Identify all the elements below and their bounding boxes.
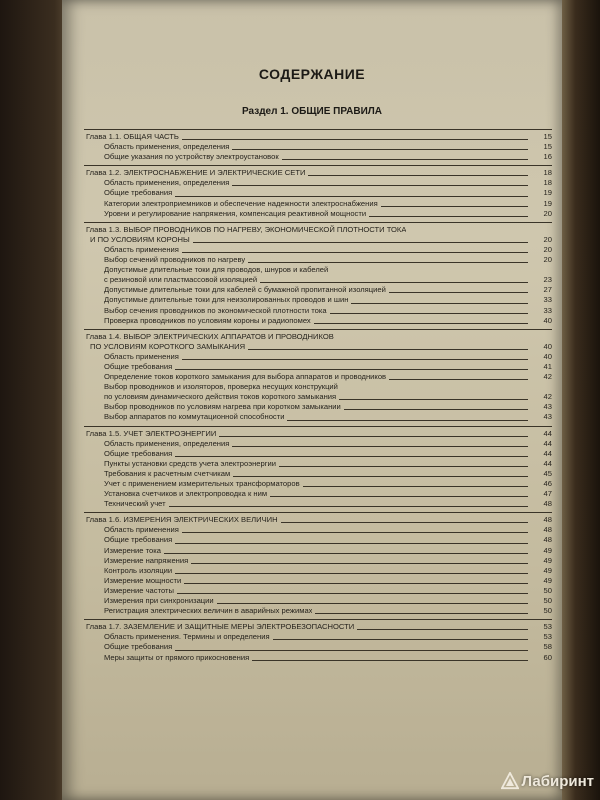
toc-chapter-heading — [84, 622, 552, 632]
toc-page-number: 15 — [543, 132, 552, 141]
toc-entry-title: Требования к расчетным счетчикам — [104, 468, 231, 478]
toc-entry-title: Глава 1.5. УЧЕТ ЭЛЕКТРОЭНЕРГИИ — [86, 428, 217, 438]
toc-leader-line — [308, 175, 528, 176]
toc-page-number: 33 — [543, 295, 552, 305]
toc-entry — [84, 142, 552, 152]
toc-chapter-heading — [84, 332, 552, 342]
toc-leader-line — [182, 139, 528, 140]
toc-entry — [84, 546, 552, 556]
toc-entry — [84, 402, 552, 412]
toc-entry-title: Измерение мощности — [104, 575, 182, 585]
toc-chapter-heading — [84, 429, 552, 439]
toc-entry — [84, 265, 552, 275]
toc-page-number: 41 — [543, 361, 552, 371]
toc-entry-title: Область применения, определения — [104, 142, 230, 152]
toc-entry-title: Определение токов короткого замыкания для выбора аппаратов и проводников — [104, 372, 387, 382]
toc-entry-title: Проверка проводников по условиям короны и радиопомех — [104, 315, 311, 325]
toc-entry — [84, 469, 552, 479]
toc-entry — [84, 188, 552, 198]
toc-entry — [84, 489, 552, 499]
toc-leader-line — [282, 159, 528, 160]
toc-entry — [84, 316, 552, 326]
toc-entry-title: Учет с применением измерительных трансформаторов — [104, 479, 300, 488]
toc-leader-line — [279, 466, 528, 467]
toc-entry-title: Область применения. Термины и определения — [104, 632, 270, 642]
toc-chapter — [84, 329, 552, 423]
toc-chapter — [84, 426, 552, 510]
watermark-text: Лабиринт — [521, 772, 594, 790]
watermark-logo — [501, 772, 594, 790]
toc-leader-line — [260, 282, 528, 283]
toc-entry-title: Допустимые длительные токи для проводов, шнуров и кабелей — [104, 265, 329, 275]
toc-entry — [84, 152, 552, 162]
toc-leader-line — [369, 216, 528, 217]
toc-entry — [84, 275, 552, 285]
toc-entry-title: Измерение частоты — [104, 585, 174, 595]
toc-entry-title: Измерения при синхронизации — [104, 596, 214, 606]
toc-entry — [84, 362, 552, 372]
toc-entry-title: Регистрация электрических величин в аварийных режимах — [104, 606, 313, 616]
toc-leader-line — [191, 563, 528, 564]
toc-entry-title: Выбор проводников и изоляторов, проверка несущих конструкций — [104, 382, 338, 392]
toc-page-number: 44 — [543, 458, 552, 468]
toc-page-number: 20 — [543, 244, 552, 254]
toc-chapter-heading — [84, 168, 552, 178]
toc-entry-title: Выбор сечения проводников по экономической плотности тока — [104, 305, 327, 315]
toc-page-number: 23 — [543, 275, 552, 285]
toc-entry-title: по условиям динамического действия токов короткого замыкания — [104, 392, 337, 402]
toc-page-number: 19 — [543, 188, 552, 198]
toc-entry — [84, 235, 552, 245]
toc-leader-line — [175, 456, 528, 457]
toc-entry-title: Глава 1.7. ЗАЗЕМЛЕНИЕ И ЗАЩИТНЫЕ МЕРЫ ЭЛЕКТРОБЕЗОПАСНОСТИ — [86, 622, 355, 632]
toc-entry-title: Область применения, определения — [104, 438, 230, 448]
page-title: СОДЕРЖАНИЕ — [258, 66, 366, 82]
toc-chapter — [84, 222, 552, 326]
toc-leader-line — [273, 639, 528, 640]
toc-entry-title: Выбор сечений проводников по нагреву — [104, 255, 246, 265]
toc-leader-line — [303, 486, 528, 487]
toc-entry — [84, 342, 552, 352]
toc-page-number: 44 — [543, 438, 552, 448]
toc-entry-title: Технический учет — [104, 499, 166, 509]
toc-leader-line — [270, 496, 528, 497]
toc-entry — [84, 412, 552, 422]
toc-entry — [84, 632, 552, 642]
toc-entry-title: Допустимые длительные токи для кабелей с бумажной пропитанной изоляцией — [104, 285, 386, 295]
toc-entry-title: И ПО УСЛОВИЯМ КОРОНЫ — [90, 234, 190, 244]
toc-entry-title: Общие требования — [104, 448, 173, 458]
toc-entry-title: Глава 1.3. ВЫБОР ПРОВОДНИКОВ ПО НАГРЕВУ, ЭКОНОМИЧЕСКОЙ ПЛОТНОСТИ ТОКА — [86, 224, 407, 234]
toc-entry — [84, 285, 552, 295]
toc-entry — [84, 439, 552, 449]
toc-page-number: 46 — [543, 479, 552, 488]
toc-entry-title: Выбор проводников по условиям нагрева при коротком замыкании — [104, 402, 341, 412]
toc-page-number: 43 — [543, 412, 552, 422]
toc-page-number: 27 — [543, 285, 552, 295]
toc-entry — [84, 245, 552, 255]
toc-chapter-heading — [84, 225, 552, 235]
toc-page-number: 44 — [543, 448, 552, 458]
toc-entry — [84, 382, 552, 392]
toc-leader-line — [339, 399, 528, 400]
toc-leader-line — [248, 349, 528, 350]
toc-leader-line — [281, 522, 528, 523]
toc-leader-line — [184, 583, 528, 584]
toc-entry-title: Пункты установки средств учета электроэнергии — [104, 458, 276, 468]
toc-entry-title: Общие требования — [104, 361, 173, 371]
toc-entry — [84, 499, 552, 509]
toc-page-number: 50 — [543, 585, 552, 595]
toc-entry-title: Глава 1.6. ИЗМЕРЕНИЯ ЭЛЕКТРИЧЕСКИХ ВЕЛИЧИН — [86, 515, 278, 525]
toc-page-number: 49 — [543, 545, 552, 555]
toc-page-number: 44 — [543, 428, 552, 438]
toc-leader-line — [248, 262, 528, 263]
toc-entry — [84, 606, 552, 616]
toc-leader-line — [177, 593, 528, 594]
toc-leader-line — [182, 359, 528, 360]
toc-entry-title: Установка счетчиков и электропроводка к ним — [104, 489, 268, 499]
toc-page-number: 49 — [543, 565, 552, 575]
toc-entry — [84, 392, 552, 402]
toc-leader-line — [315, 613, 528, 614]
toc-chapter-heading — [84, 132, 552, 142]
toc-page-number: 48 — [543, 499, 552, 509]
toc-entry — [84, 596, 552, 606]
toc-page-number: 33 — [543, 305, 552, 315]
toc-page-number: 42 — [543, 392, 552, 402]
toc-entry-title: Общие требования — [104, 642, 173, 652]
toc-entry — [84, 479, 552, 489]
toc-chapter-heading — [84, 515, 552, 525]
toc-entry — [84, 642, 552, 652]
toc-page-number: 53 — [543, 632, 552, 642]
toc-page-number: 18 — [543, 178, 552, 188]
toc-leader-line — [182, 252, 528, 253]
toc-entry-title: Область применения — [104, 351, 179, 361]
toc-page-number: 20 — [543, 255, 552, 265]
toc-chapter — [84, 512, 552, 616]
toc-entry — [84, 449, 552, 459]
toc-page-number: 15 — [543, 142, 552, 152]
toc-entry-title: Контроль изоляции — [104, 565, 173, 575]
toc-page-number: 42 — [543, 372, 552, 382]
toc-entry — [84, 306, 552, 316]
toc-entry — [84, 525, 552, 535]
toc-entry — [84, 459, 552, 469]
toc-leader-line — [344, 409, 528, 410]
section-heading: Раздел 1. ОБЩИЕ ПРАВИЛА — [242, 106, 382, 117]
toc-leader-line — [169, 506, 528, 507]
toc-page-number: 43 — [543, 402, 552, 412]
toc-entry — [84, 255, 552, 265]
toc-page-number: 48 — [543, 525, 552, 535]
toc-entry — [84, 576, 552, 586]
toc-entry-title: Меры защиты от прямого прикосновения — [104, 652, 250, 662]
labyrinth-logo-icon — [501, 772, 519, 790]
toc-entry — [84, 653, 552, 663]
toc-page-number: 18 — [543, 168, 552, 178]
toc-entry — [84, 199, 552, 209]
toc-entry-title: Глава 1.4. ВЫБОР ЭЛЕКТРИЧЕСКИХ АППАРАТОВ И ПРОВОДНИКОВ — [86, 331, 334, 341]
book-page — [62, 0, 562, 800]
toc-page-number: 40 — [543, 315, 552, 325]
toc-leader-line — [252, 660, 528, 661]
toc-entry-title: Допустимые длительные токи для неизолированных проводов и шин — [104, 295, 349, 305]
toc-leader-line — [217, 603, 528, 604]
toc-page-number: 58 — [543, 642, 552, 652]
table-of-contents — [84, 126, 552, 663]
toc-page-number: 50 — [543, 606, 552, 616]
toc-leader-line — [175, 543, 528, 544]
toc-leader-line — [182, 532, 528, 533]
toc-entry-title: с резиновой или пластмассовой изоляцией — [104, 275, 258, 285]
toc-entry-title: Общие требования — [104, 188, 173, 198]
toc-entry — [84, 372, 552, 382]
toc-leader-line — [219, 436, 528, 437]
toc-page-number: 48 — [543, 535, 552, 545]
toc-page-number: 40 — [543, 341, 552, 351]
toc-leader-line — [389, 379, 528, 380]
toc-page-number: 47 — [543, 489, 552, 499]
toc-leader-line — [233, 476, 528, 477]
toc-leader-line — [175, 369, 528, 370]
toc-page-number: 20 — [543, 234, 552, 244]
toc-page-number: 48 — [543, 515, 552, 525]
toc-entry — [84, 556, 552, 566]
toc-leader-line — [389, 292, 528, 293]
toc-chapter — [84, 619, 552, 662]
toc-leader-line — [351, 303, 528, 304]
toc-entry — [84, 566, 552, 576]
toc-entry — [84, 295, 552, 305]
toc-leader-line — [232, 149, 528, 150]
toc-entry-title: Область применения — [104, 244, 179, 254]
toc-leader-line — [357, 629, 528, 630]
toc-entry-title: Выбор аппаратов по коммутационной способности — [104, 412, 285, 422]
toc-leader-line — [175, 573, 528, 574]
toc-leader-line — [330, 313, 528, 314]
toc-entry-title: Область применения, определения — [104, 178, 230, 188]
toc-chapter — [84, 129, 552, 162]
toc-entry-title: Общие требования — [104, 535, 173, 545]
toc-page-number: 16 — [543, 152, 552, 162]
toc-page-number: 45 — [543, 468, 552, 478]
toc-leader-line — [381, 206, 528, 207]
toc-entry — [84, 586, 552, 596]
toc-entry — [84, 535, 552, 545]
toc-page-number: 53 — [543, 622, 552, 632]
toc-leader-line — [175, 196, 528, 197]
toc-entry-title: Область применения — [104, 525, 179, 535]
toc-leader-line — [164, 553, 528, 554]
toc-entry — [84, 178, 552, 188]
toc-page-number: 40 — [543, 351, 552, 361]
toc-page-number: 49 — [543, 575, 552, 585]
toc-leader-line — [314, 323, 528, 324]
toc-entry-title: Общие указания по устройству электроустановок — [104, 152, 279, 162]
toc-page-number: 19 — [543, 198, 552, 208]
toc-page-number: 50 — [543, 596, 552, 606]
toc-leader-line — [232, 446, 528, 447]
toc-entry-title: Глава 1.2. ЭЛЕКТРОСНАБЖЕНИЕ И ЭЛЕКТРИЧЕСКИЕ СЕТИ — [86, 168, 306, 178]
toc-page-number: 20 — [543, 208, 552, 218]
toc-chapter — [84, 165, 552, 218]
toc-entry-title: Глава 1.1. ОБЩАЯ ЧАСТЬ — [86, 132, 179, 141]
toc-entry-title: Измерение напряжения — [104, 555, 189, 565]
toc-entry — [84, 352, 552, 362]
toc-page-number: 60 — [543, 652, 552, 662]
toc-entry-title: Измерение тока — [104, 545, 161, 555]
toc-entry-title: ПО УСЛОВИЯМ КОРОТКОГО ЗАМЫКАНИЯ — [90, 341, 246, 351]
toc-leader-line — [193, 242, 528, 243]
toc-entry-title: Категории электроприемников и обеспечение надежности электроснабжения — [104, 198, 378, 208]
toc-entry-title: Уровни и регулирование напряжения, компенсация реактивной мощности — [104, 208, 367, 218]
toc-page-number: 49 — [543, 555, 552, 565]
toc-entry — [84, 209, 552, 219]
toc-leader-line — [287, 420, 528, 421]
toc-leader-line — [232, 185, 528, 186]
toc-leader-line — [175, 650, 528, 651]
